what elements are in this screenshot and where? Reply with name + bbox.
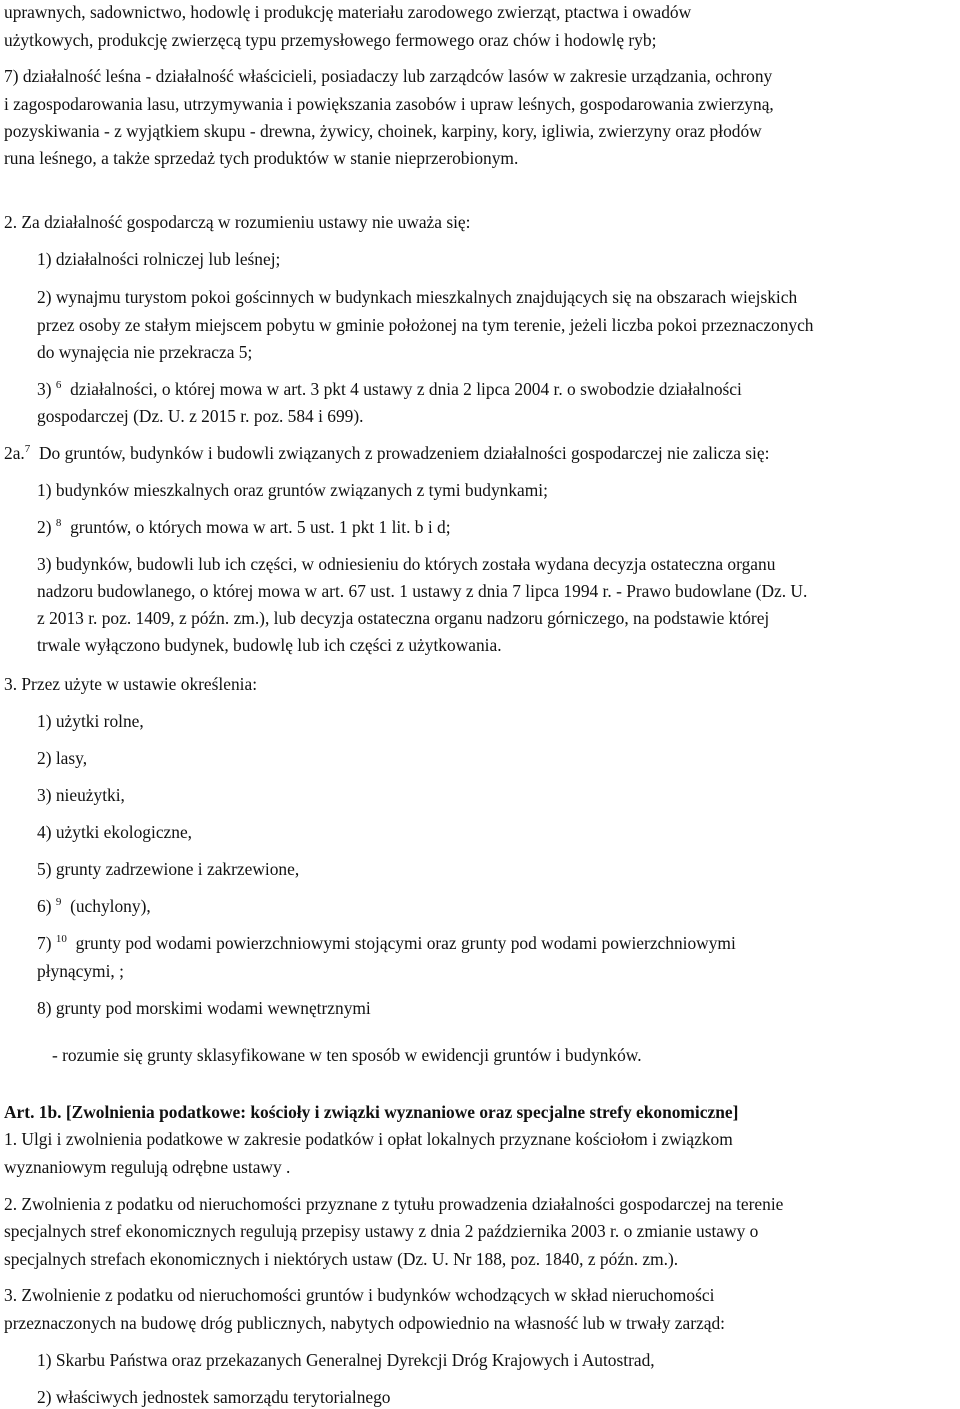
- item-number: 3): [37, 379, 52, 399]
- list-item: 2) właściwych jednostek samorządu terytorialnego: [37, 1387, 391, 1407]
- footnote-ref: 7: [24, 443, 31, 455]
- text-line: specjalnych strefach ekonomicznych i niektórych ustaw (Dz. U. Nr 188, poz. 1840, z późn. zm.).: [4, 1249, 679, 1269]
- footnote-ref: 9: [55, 896, 62, 908]
- item-text: działalności, o której mowa w art. 3 pkt 4 ustawy z dnia 2 lipca 2004 r. o swobodzie działalności: [70, 379, 742, 399]
- text-line: do wynajęcia nie przekracza 5;: [37, 342, 253, 362]
- item-text: grunty pod wodami powierzchniowymi stojącymi oraz grunty pod wodami powierzchniowymi: [75, 933, 736, 953]
- footnote-ref: 6: [55, 379, 62, 391]
- item-text: (uchylony),: [70, 896, 151, 916]
- list-item: [37, 896, 151, 916]
- list-item: 1) Skarbu Państwa oraz przekazanych Generalnej Dyrekcji Dróg Krajowych i Autostrad,: [37, 1350, 655, 1370]
- footnote-ref: 10: [55, 933, 67, 945]
- text-line: przez osoby ze stałym miejscem pobytu w gminie położonej na tym terenie, jeżeli liczba pokoi przeznaczonych: [37, 315, 814, 335]
- list-item: 8) grunty pod morskimi wodami wewnętrznymi: [37, 998, 371, 1018]
- item-number: 2): [37, 517, 52, 537]
- section-heading: [4, 443, 769, 463]
- list-item: 1) budynków mieszkalnych oraz gruntów związanych z tymi budynkami;: [37, 480, 548, 500]
- text-line: runa leśnego, a także sprzedaż tych produktów w stanie nieprzerobionym.: [4, 148, 519, 168]
- section-number: 2a.: [4, 443, 25, 463]
- text-line: z 2013 r. poz. 1409, z późn. zm.), lub decyzja ostateczna organu nadzoru górniczego, na podstawie której: [37, 608, 770, 628]
- text-line: i zagospodarowania lasu, utrzymywania i powiększania zasobów i upraw leśnych, gospodarowania zwierzyną,: [4, 94, 774, 114]
- list-item: 1) użytki rolne,: [37, 711, 144, 731]
- list-item: 2) wynajmu turystom pokoi gościnnych w budynkach mieszkalnych znajdujących się na obszarach wiejskich: [37, 287, 798, 307]
- text-line: 2. Zwolnienia z podatku od nieruchomości przyznane z tytułu prowadzenia działalności gospodarczej na terenie: [4, 1194, 784, 1214]
- text-line: płynącymi, ;: [37, 961, 124, 981]
- list-item: 4) użytki ekologiczne,: [37, 822, 193, 842]
- text-line: trwale wyłączono budynek, budowlę lub ich części z użytkowania.: [37, 635, 502, 655]
- footnote-ref: 8: [55, 517, 62, 529]
- article-heading: Art. 1b. [Zwolnienia podatkowe: kościoły i związki wyznaniowe oraz specjalne strefy ekonomiczne]: [4, 1102, 739, 1122]
- text-line: gospodarczej (Dz. U. z 2015 r. poz. 584 i 699).: [37, 406, 364, 426]
- item-number: 7): [37, 933, 52, 953]
- section-text: Do gruntów, budynków i budowli związanych z prowadzeniem działalności gospodarczej nie zalicza się:: [38, 443, 770, 463]
- list-item: 2) lasy,: [37, 748, 88, 768]
- text-line: pozyskiwania - z wyjątkiem skupu - drewna, żywicy, choinek, karpiny, kory, igliwia, zwierzyny oraz płodów: [4, 121, 762, 141]
- list-item: 3) nieużytki,: [37, 785, 125, 805]
- text-line: 1. Ulgi i zwolnienia podatkowe w zakresie podatków i opłat lokalnych przyznane kościołom i związkom: [4, 1129, 733, 1149]
- list-item: [37, 379, 742, 399]
- item-number: 6): [37, 896, 52, 916]
- list-item: 3) budynków, budowli lub ich części, w odniesieniu do których została wydana decyzja ostateczna organu: [37, 554, 776, 574]
- text-line: - rozumie się grunty sklasyfikowane w ten sposób w ewidencji gruntów i budynków.: [52, 1045, 642, 1065]
- text-line: 3. Zwolnienie z podatku od nieruchomości gruntów i budynków wchodzących w skład nieruchomości: [4, 1285, 715, 1305]
- text-line: nadzoru budowlanego, o której mowa w art. 67 ust. 1 ustawy z dnia 7 lipca 1994 r. - Prawo budowlane (Dz. U.: [37, 581, 808, 601]
- text-line: wyznaniowym regulują odrębne ustawy .: [4, 1157, 291, 1177]
- list-item: [37, 933, 736, 953]
- text-line: specjalnych stref ekonomicznych regulują przepisy ustawy z dnia 2 października 2003 r. o zmianie ustawy o: [4, 1221, 759, 1241]
- section-heading: 2. Za działalność gospodarczą w rozumieniu ustawy nie uważa się:: [4, 212, 471, 232]
- text-line: 7) działalność leśna - działalność właścicieli, posiadaczy lub zarządców lasów w zakresie urządzania, ochrony: [4, 66, 773, 86]
- text-line: użytkowych, produkcję zwierzęcą typu przemysłowego fermowego oraz chów i hodowlę ryb;: [4, 30, 657, 50]
- text-line: uprawnych, sadownictwo, hodowlę i produkcję materiału zarodowego zwierząt, ptactwa i owadów: [4, 2, 692, 22]
- text-line: przeznaczonych na budowę dróg publicznych, nabytych odpowiednio na własność lub w trwały zarząd:: [4, 1313, 725, 1333]
- item-text: gruntów, o których mowa w art. 5 ust. 1 pkt 1 lit. b i d;: [70, 517, 451, 537]
- list-item: 5) grunty zadrzewione i zakrzewione,: [37, 859, 300, 879]
- list-item: 1) działalności rolniczej lub leśnej;: [37, 249, 281, 269]
- section-heading: 3. Przez użyte w ustawie określenia:: [4, 674, 258, 694]
- list-item: [37, 517, 451, 537]
